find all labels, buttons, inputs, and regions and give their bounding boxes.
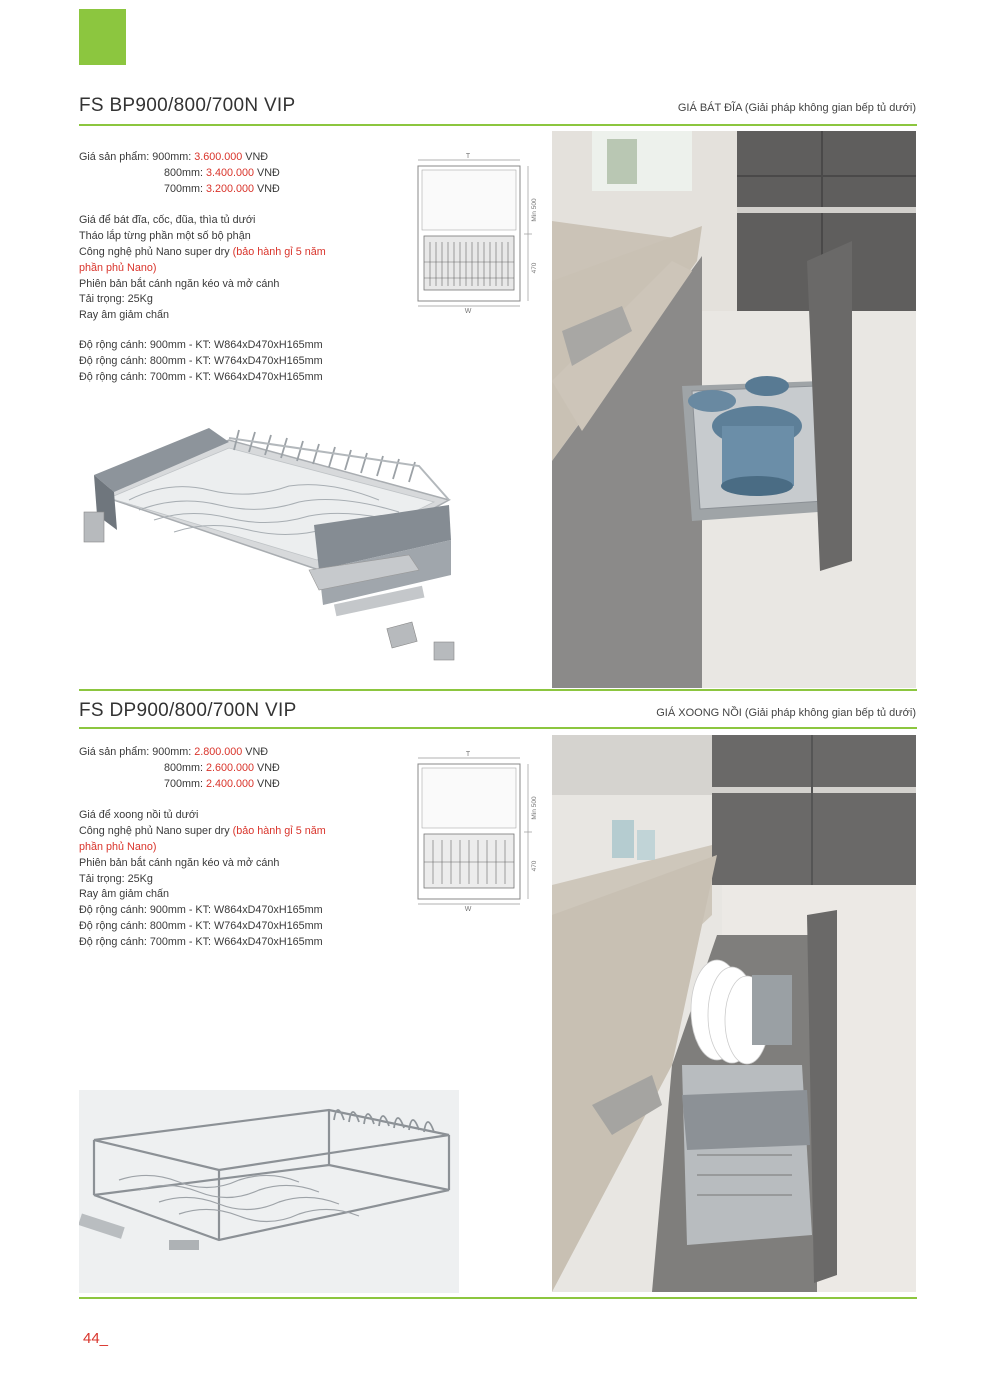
diagram-label-min500: Min 500 bbox=[531, 198, 538, 222]
feature-coating-warranty: phần phủ Nano) bbox=[79, 261, 157, 274]
price-900: Giá sản phẩm: 900mm: 2.800.000 VNĐ bbox=[79, 746, 269, 758]
diagram-label-t: T bbox=[465, 751, 471, 758]
diagram-label-470: 470 bbox=[531, 262, 538, 274]
section-separator bbox=[79, 689, 917, 691]
section2-divider bbox=[79, 727, 917, 729]
feature-rail: Ray âm giảm chấn bbox=[79, 888, 170, 901]
size-900: Độ rộng cánh: 900mm - KT: W864xD470xH165mm bbox=[79, 904, 323, 917]
section2-subtitle: GIÁ XOONG NỒI (Giải pháp không gian bếp tủ dưới) bbox=[656, 707, 916, 719]
size-800: Độ rộng cánh: 800mm - KT: W764xD470xH165mm bbox=[79, 354, 323, 367]
feature-load: Tải trọng: 25Kg bbox=[79, 293, 153, 306]
section1-subtitle: GIÁ BÁT ĐĨA (Giải pháp không gian bếp tủ dưới) bbox=[677, 102, 916, 114]
price-700: 700mm: 3.200.000 VNĐ bbox=[164, 182, 280, 195]
size-700: Độ rộng cánh: 700mm - KT: W664xD470xH165mm bbox=[79, 370, 323, 383]
feature-usage: Giá để xoong nồi tủ dưới bbox=[79, 809, 199, 822]
section1-dimension-diagram bbox=[408, 150, 543, 315]
footer-divider bbox=[79, 1297, 917, 1299]
feature-version: Phiên bản bắt cánh ngăn kéo và mở cánh bbox=[79, 277, 280, 290]
feature-usage: Giá để bát đĩa, cốc, đũa, thìa tủ dưới bbox=[79, 214, 256, 227]
section2-title: FS DP900/800/700N VIP bbox=[79, 700, 297, 721]
price-900: Giá sản phẩm: 900mm: 3.600.000 VNĐ bbox=[79, 151, 269, 163]
section1-specs bbox=[79, 150, 326, 385]
size-700: Độ rộng cánh: 700mm - KT: W664xD470xH165mm bbox=[79, 935, 323, 948]
price-700: 700mm: 2.400.000 VNĐ bbox=[164, 777, 280, 790]
feature-disassembly: Tháo lắp từng phần một số bộ phận bbox=[79, 230, 251, 243]
size-800: Độ rộng cánh: 800mm - KT: W764xD470xH165mm bbox=[79, 919, 323, 932]
feature-load: Tải trọng: 25Kg bbox=[79, 872, 153, 885]
section2-dimension-diagram bbox=[408, 748, 543, 913]
feature-coating: Công nghệ phủ Nano super dry (bảo hành gỉ 5 năm bbox=[79, 825, 326, 838]
pot-rack-kitchen-photo bbox=[552, 735, 916, 1292]
section1-divider bbox=[79, 124, 917, 126]
feature-coating: Công nghệ phủ Nano super dry (bảo hành gỉ 5 năm bbox=[79, 245, 326, 258]
pot-rack-product-image bbox=[79, 1090, 459, 1293]
diagram-label-w: W bbox=[464, 308, 472, 315]
dish-rack-product-image bbox=[79, 420, 459, 665]
feature-version: Phiên bản bắt cánh ngăn kéo và mở cánh bbox=[79, 856, 280, 869]
diagram-label-min500: Min 500 bbox=[531, 796, 538, 820]
brand-color-tab bbox=[79, 9, 126, 65]
feature-rail: Ray âm giảm chấn bbox=[79, 309, 170, 322]
size-900: Độ rộng cánh: 900mm - KT: W864xD470xH165mm bbox=[79, 338, 323, 351]
price-800: 800mm: 3.400.000 VNĐ bbox=[164, 166, 280, 179]
dish-rack-kitchen-photo bbox=[552, 131, 916, 688]
page-number: 44_ bbox=[83, 1330, 109, 1347]
diagram-label-t: T bbox=[465, 153, 471, 160]
diagram-label-w: W bbox=[464, 906, 472, 913]
price-800: 800mm: 2.600.000 VNĐ bbox=[164, 761, 280, 774]
section2-specs bbox=[79, 745, 326, 951]
feature-coating-warranty: phần phủ Nano) bbox=[79, 840, 157, 853]
diagram-label-470: 470 bbox=[531, 860, 538, 872]
section1-title: FS BP900/800/700N VIP bbox=[79, 95, 296, 116]
